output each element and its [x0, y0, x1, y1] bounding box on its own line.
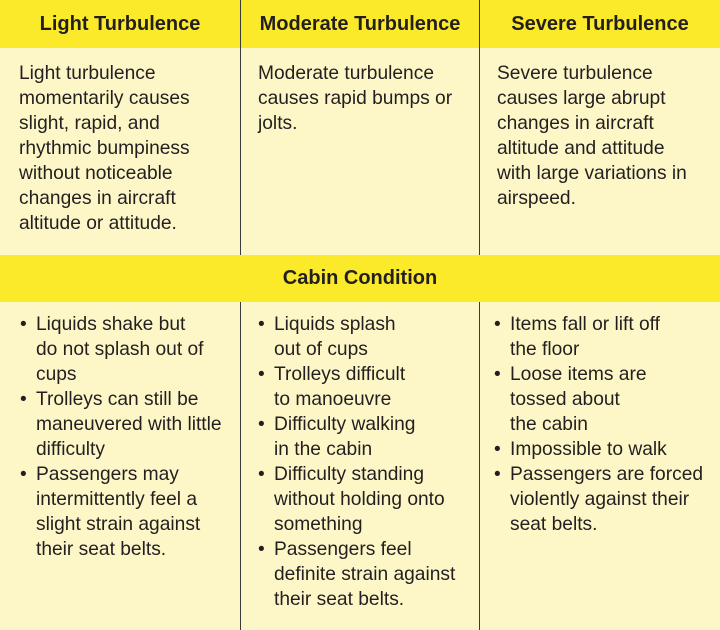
- conditions-light: [20, 312, 235, 562]
- list-item: [20, 462, 235, 562]
- description-line: altitude and attitude: [497, 138, 665, 159]
- list-item-line: tossed about: [510, 389, 620, 410]
- list-item-line: • Liquids shake but: [36, 314, 186, 335]
- list-item-line: intermittently feel a: [36, 489, 198, 510]
- list-item-line: • Trolleys difficult: [274, 364, 406, 385]
- header-severe: Severe Turbulence: [511, 12, 689, 35]
- list-item-line: • Trolleys can still be: [36, 389, 199, 410]
- column-divider: [240, 302, 241, 630]
- description-line: altitude or attitude.: [19, 213, 177, 234]
- description-line: airspeed.: [497, 188, 576, 209]
- conditions-moderate: [258, 312, 476, 612]
- list-item: [258, 362, 476, 412]
- column-divider: [240, 0, 241, 255]
- list-item-line: seat belts.: [510, 514, 598, 535]
- conditions-severe: [494, 312, 716, 537]
- description-line: Severe turbulence: [497, 63, 653, 84]
- list-item-line: something: [274, 514, 363, 535]
- list-item-line: • Passengers feel: [274, 539, 412, 560]
- description-moderate: [258, 61, 476, 136]
- list-item-line: • Impossible to walk: [510, 439, 667, 460]
- description-line: with large variations in: [497, 163, 687, 184]
- column-divider: [479, 302, 480, 630]
- list-item: [494, 312, 716, 362]
- list-item-line: their seat belts.: [36, 539, 167, 560]
- cabin-condition-row: [0, 255, 720, 302]
- list-item-line: • Passengers are forced: [510, 464, 704, 485]
- list-item-line: do not splash out of: [36, 339, 204, 360]
- description-line: causes large abrupt: [497, 88, 666, 109]
- cabin-condition-title: Cabin Condition: [282, 267, 438, 289]
- list-item-line: the cabin: [510, 414, 588, 435]
- list-item-line: in the cabin: [274, 439, 373, 460]
- list-item-line: definite strain against: [274, 564, 456, 585]
- list-item: [494, 462, 716, 537]
- list-item-line: out of cups: [274, 339, 368, 360]
- description-severe: [497, 61, 717, 211]
- list-item-line: cups: [36, 364, 77, 385]
- description-line: causes rapid bumps or: [258, 88, 453, 109]
- description-line: Moderate turbulence: [258, 63, 434, 84]
- list-item-line: difficulty: [36, 439, 105, 460]
- header-moderate: Moderate Turbulence: [259, 12, 461, 35]
- list-item-line: • Difficulty standing: [274, 464, 425, 485]
- list-item: [258, 462, 476, 537]
- description-line: jolts.: [258, 113, 298, 134]
- list-item-line: slight strain against: [36, 514, 201, 535]
- list-item: [494, 362, 716, 437]
- list-item-line: • Difficulty walking: [274, 414, 416, 435]
- list-item: [20, 387, 235, 462]
- description-line: rhythmic bumpiness: [19, 138, 190, 159]
- list-item-line: • Passengers may: [36, 464, 179, 485]
- list-item: [258, 537, 476, 612]
- description-line: Light turbulence: [19, 63, 156, 84]
- list-item: [494, 437, 716, 462]
- list-item-line: • Loose items are: [510, 364, 647, 385]
- header-light: Light Turbulence: [39, 12, 201, 35]
- description-line: changes in aircraft: [19, 188, 176, 209]
- description-line: without noticeable: [19, 163, 173, 184]
- list-item-line: without holding onto: [274, 489, 445, 510]
- description-line: slight, rapid, and: [19, 113, 160, 134]
- list-item: [258, 412, 476, 462]
- list-item-line: • Liquids splash: [274, 314, 396, 335]
- list-item-line: violently against their: [510, 489, 690, 510]
- list-item: [20, 312, 235, 387]
- list-item-line: • Items fall or lift off: [510, 314, 660, 335]
- description-light: [19, 61, 234, 236]
- list-item-line: to manoeuvre: [274, 389, 392, 410]
- list-item-line: their seat belts.: [274, 589, 405, 610]
- list-item-line: the floor: [510, 339, 580, 360]
- list-item-line: maneuvered with little: [36, 414, 222, 435]
- header-row: [0, 0, 720, 48]
- description-line: momentarily causes: [19, 88, 190, 109]
- description-line: changes in aircraft: [497, 113, 654, 134]
- list-item: [258, 312, 476, 362]
- column-divider: [479, 0, 480, 255]
